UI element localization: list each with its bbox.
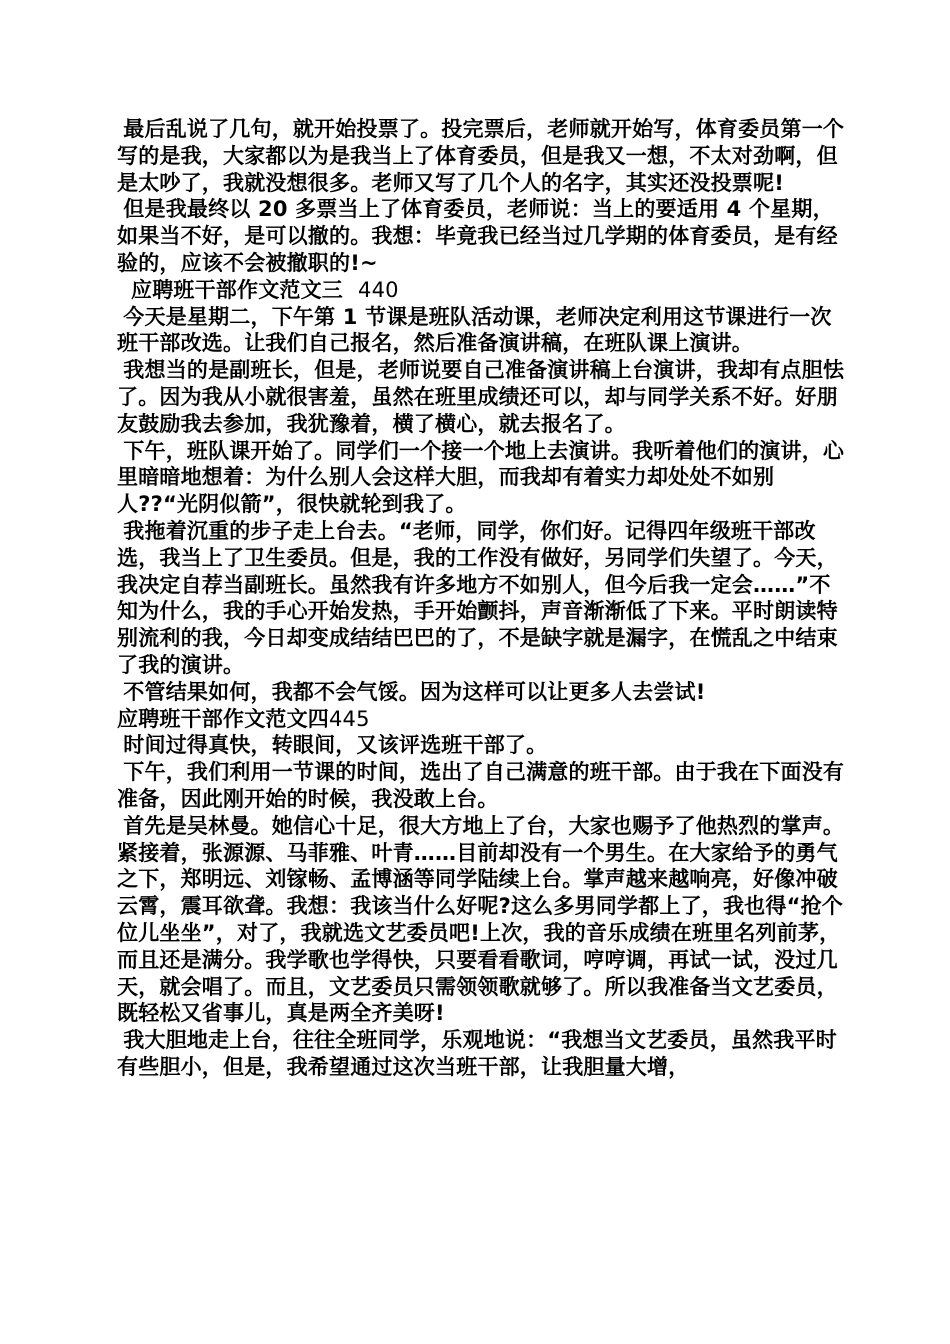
section-heading-4-number: 445	[329, 706, 370, 731]
section-heading-3-number: 440	[358, 277, 399, 302]
document-body	[117, 116, 851, 1081]
paragraph-6: 我拖着沉重的步子走上台去。“老师，同学，你们好。记得四年级班干部改选，我当上了卫生委员。但是，我的工作没有做好，另同学们失望了。今天，我决定自荐当副班长。虽然我有许多地方不如别人，但今后我一定会……”不知为什么，我的手心开始发热，手开始颤抖，声音渐渐低了下来。平时朗读特别流利的我，今日却变成结结巴巴的了，不是缺字就是漏字，在慌乱之中结束了我的演讲。	[117, 518, 838, 677]
paragraph-7: 不管结果如何，我都不会气馁。因为这样可以让更多人去尝试!	[123, 679, 706, 704]
section-heading-3	[117, 277, 851, 304]
paragraph-8: 时间过得真快，转眼间，又该评选班干部了。	[123, 733, 548, 758]
paragraph-4: 我想当的是副班长，但是，老师说要自己准备演讲稿上台演讲，我却有点胆怯了。因为我从小就很害羞，虽然在班里成绩还可以，却与同学关系不好。好朋友鼓励我去参加，我犹豫着，横了横心，就去报名了。	[117, 358, 845, 436]
paragraph-10: 首先是吴林曼。她信心十足，很大方地上了台，大家也赐予了他热烈的掌声。紧接着，张源源、马菲雅、叶青……目前却没有一个男生。在大家给予的勇气之下，郑明远、刘镓畅、孟博涵等同学陆续上台。掌声越来越响亮，好像冲破云霄，震耳欲聋。我想：我该当什么好呢?这么多男同学都上了，我也得“抢个位儿坐坐”，对了，我就选文艺委员吧!上次，我的音乐成绩在班里名列前茅，而且还是满分。我学歌也学得快，只要看看歌词，哼哼调，再试一试，没过几天，就会唱了。而且，文艺委员只需领领歌就够了。所以我准备当文艺委员，既轻松又省事儿，真是两全齐美呀!	[117, 813, 845, 1026]
paragraph-2: 但是我最终以 20 多票当上了体育委员，老师说：当上的要适用 4 个星期，如果当不好，是可以撤的。我想：毕竟我已经当过几学期的体育委员，是有经验的，应该不会被撤职的!~	[117, 197, 838, 275]
section-heading-3-title: 应聘班干部作文范文三	[131, 277, 343, 302]
paragraph-1: 最后乱说了几句，就开始投票了。投完票后，老师就开始写，体育委员第一个写的是我，大家都以为是我当上了体育委员，但是我又一想，不太对劲啊，但是太吵了，我就没想很多。老师又写了几个人的名字，其实还没投票呢!	[117, 117, 845, 195]
paragraph-3: 今天是星期二，下午第 1 节课是班队活动课，老师决定利用这节课进行一次班干部改选。让我们自己报名，然后准备演讲稿，在班队课上演讲。	[117, 304, 832, 356]
paragraph-5: 下午，班队课开始了。同学们一个接一个地上去演讲。我听着他们的演讲，心里暗暗地想着：为什么别人会这样大胆，而我却有着实力却处处不如别人??“光阴似箭”，很快就轮到我了。	[117, 438, 845, 517]
paragraph-11: 我大胆地走上台，往往全班同学，乐观地说：“我想当文艺委员，虽然我平时有些胆小，但是，我希望通过这次当班干部，让我胆量大增，	[117, 1028, 837, 1079]
section-heading-4-title: 应聘班干部作文范文四	[117, 706, 329, 731]
section-heading-4	[117, 706, 851, 733]
paragraph-9: 下午，我们利用一节课的时间，选出了自己满意的班干部。由于我在下面没有准备，因此刚开始的时候，我没敢上台。	[117, 760, 845, 811]
